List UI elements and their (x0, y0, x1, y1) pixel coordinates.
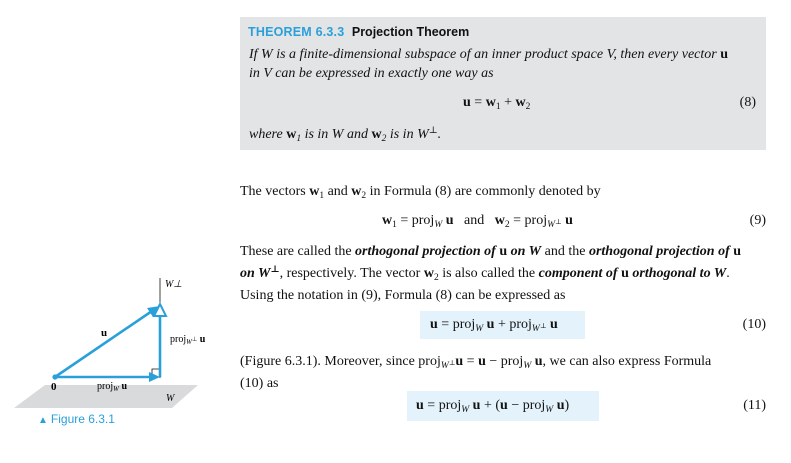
theorem-where-clause: where $w_1$ is in W and $w_2$ is in W⊥. (249, 126, 442, 144)
theorem-heading (248, 25, 469, 39)
p2-text-also-called: is also called the (442, 266, 536, 281)
u-vector (55, 311, 152, 377)
caption-triangle-icon: ▲ (38, 415, 48, 426)
p3-text-c: (10) as (240, 376, 279, 391)
p2-term-2-cont: on W⊥ (240, 265, 280, 281)
label-u: u (101, 327, 108, 339)
equation-9-and: and (464, 213, 485, 228)
theorem-statement (249, 45, 761, 83)
label-origin: 0 (51, 381, 57, 393)
paragraph-2: These are called the orthogonal projection of u on W and the orthogonal projection of u on W⊥, respectively. The vector $w_2$ is also called the component of u orthogonal to W. Using the notation in (9), Formula (8) can be expressed as (240, 244, 742, 303)
equation-11: u = proj$_W$ u + (u − proj$_W$ u) (416, 398, 570, 415)
label-w: W (166, 393, 175, 404)
theorem-equation-number: (8) (739, 95, 756, 110)
label-proj-w: proj$_W$ u (97, 381, 128, 393)
label-wperp: W⊥ (165, 279, 183, 290)
equation-11-number: (11) (743, 398, 766, 413)
p2-text-respectively: , respectively. The vector (279, 266, 421, 281)
theorem-vector-u: u (720, 47, 729, 62)
equation-9: $w_1$ = proj$_W$ u and $w_2$ = proj$_{W^\perp}$ u (382, 213, 573, 230)
p3-text-a: (Figure 6.3.1). Moreover, since (240, 354, 415, 369)
theorem-statement-text-2: in V can be expressed in exactly one way as (249, 66, 494, 81)
p2-text-d: and the (544, 244, 586, 259)
p2-term-1: orthogonal projection of u on W (355, 244, 542, 259)
p2-term-3: component of u orthogonal to W (538, 266, 727, 281)
theorem-name: Projection Theorem (351, 25, 470, 39)
equation-9-number: (9) (749, 213, 766, 228)
figure-6-3-1 (0, 270, 230, 430)
theorem-statement-text-1: If W is a finite-dimensional subspace of an inner product space V, then every vector (249, 47, 717, 62)
theorem-where-label: where (249, 127, 283, 142)
p2-text-a: These are called the (240, 244, 352, 259)
label-proj-wperp: proj$_W$⊥ u (170, 334, 206, 346)
p2-term-2: orthogonal projection of u (588, 244, 742, 259)
paragraph-1: The vectors $w_1$ and $w_2$ in Formula (8) are commonly denoted by (240, 184, 601, 201)
figure-caption-text: Figure 6.3.1 (50, 412, 115, 426)
theorem-number: THEOREM 6.3.3 (248, 25, 345, 39)
theorem-equation: $u = w_1 + w_2$ (463, 95, 531, 112)
origin-dot (52, 374, 57, 379)
p3-text-b: we can also express Formula (549, 354, 712, 369)
theorem-box (240, 17, 766, 150)
proj-w-arrowhead (149, 372, 160, 382)
paragraph-3: (Figure 6.3.1). Moreover, since proj$_{W^\perp}$u = u − proj$_W$ u, we can also express Formula (10) as (240, 354, 712, 391)
equation-10-number: (10) (742, 317, 766, 332)
equation-10: u = proj$_W$ u + proj$_{W^\perp}$ u (430, 317, 558, 334)
figure-caption (38, 412, 115, 426)
p2-text-notation: Using the notation in (9), Formula (8) can be expressed as (240, 288, 566, 303)
